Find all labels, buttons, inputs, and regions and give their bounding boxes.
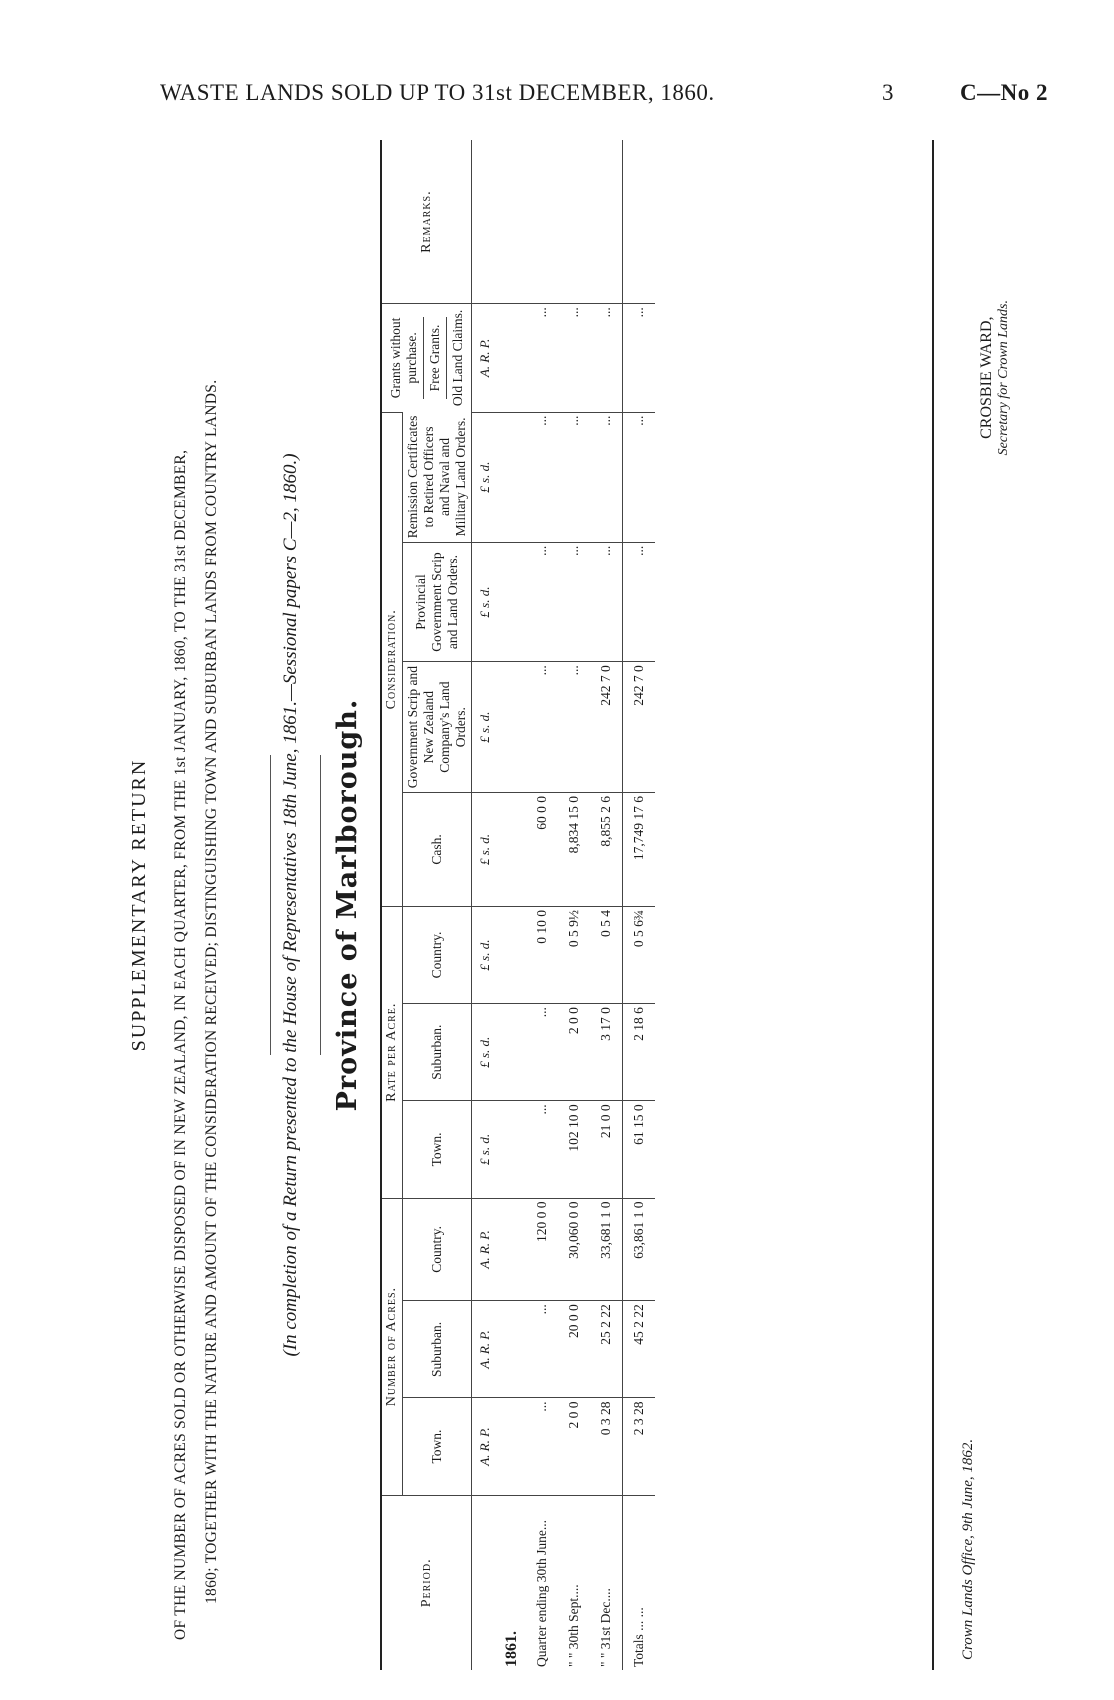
old-claims-label: Old Land Claims. xyxy=(449,309,465,407)
cash-cell: 8,834 15 0 xyxy=(558,793,590,907)
cash-cell: 60 0 0 xyxy=(526,793,558,907)
remarks-cell xyxy=(590,140,623,304)
unit-cell: A. R. P. xyxy=(472,1398,499,1495)
govt-scrip-cell: ... xyxy=(526,662,558,793)
remission-cell: ... xyxy=(590,412,623,542)
units-row xyxy=(472,140,499,1670)
grants-cell: ... xyxy=(623,304,656,412)
unit-cell: £ s. d. xyxy=(472,793,499,907)
remarks-cell xyxy=(623,140,656,304)
paper-number: C—No 2 xyxy=(960,80,1048,105)
remission-cell: ... xyxy=(623,412,656,542)
rate-country-cell: 0 10 0 xyxy=(526,906,558,1003)
col-grants xyxy=(382,304,472,412)
remission-cell: ... xyxy=(526,412,558,542)
free-grants-label: Free Grants. xyxy=(426,324,442,392)
prov-scrip-cell: ... xyxy=(526,542,558,662)
col-period: Period. xyxy=(382,1495,472,1670)
period-cell: " " 30th Sept.... xyxy=(558,1495,590,1670)
office-date: Crown Lands Office, 9th June, 1862. xyxy=(960,1438,976,1660)
year-label: 1861. xyxy=(498,1495,526,1670)
suburban-acres-cell: 20 0 0 xyxy=(558,1301,590,1398)
govt-scrip-cell: ... xyxy=(558,662,590,793)
suburban-acres-cell: 45 2 22 xyxy=(623,1301,656,1398)
divider xyxy=(446,317,447,398)
period-cell: " " 31st Dec.... xyxy=(590,1495,623,1670)
grants-cell: ... xyxy=(526,304,558,412)
rate-town-cell: 102 10 0 xyxy=(558,1101,590,1198)
rate-country-cell: 0 5 4 xyxy=(590,906,623,1003)
unit-cell: £ s. d. xyxy=(472,412,499,542)
rate-country-cell: 0 5 6¾ xyxy=(623,906,656,1003)
col-remarks: Remarks. xyxy=(382,140,472,304)
col-suburban-acres: Suburban. xyxy=(403,1301,472,1398)
signature-block xyxy=(978,300,1012,455)
town-acres-cell: 2 0 0 xyxy=(558,1398,590,1495)
unit-cell: A. R. P. xyxy=(472,1301,499,1398)
cash-cell: 8,855 2 6 xyxy=(590,793,623,907)
completion-note: (In completion of a Return presented to the House of Representatives 18th June, 1861.—Sessional papers C—2, 1860.) xyxy=(280,453,301,1357)
period-cell: Quarter ending 30th June... xyxy=(526,1495,558,1670)
col-town-acres: Town. xyxy=(403,1398,472,1495)
remission-cell: ... xyxy=(558,412,590,542)
table-row xyxy=(590,140,623,1670)
town-acres-cell: 0 3 28 xyxy=(590,1398,623,1495)
suburban-acres-cell: ... xyxy=(526,1301,558,1398)
period-cell: Totals ... ... xyxy=(623,1495,656,1670)
unit-cell: £ s. d. xyxy=(472,906,499,1003)
col-govt-scrip: Government Scrip and New Zealand Company's Land Orders. xyxy=(403,662,472,793)
rate-suburban-cell: 2 0 0 xyxy=(558,1004,590,1101)
town-acres-cell: ... xyxy=(526,1398,558,1495)
running-header xyxy=(160,80,1060,114)
grants-label: Grants without purchase. xyxy=(387,317,419,399)
rate-country-cell: 0 5 9½ xyxy=(558,906,590,1003)
signatory-title: Secretary for Crown Lands. xyxy=(996,300,1011,456)
unit-cell: £ s. d. xyxy=(472,1101,499,1198)
col-prov-scrip: Provincial Government Scrip and Land Orders. xyxy=(403,542,472,662)
col-rate-town: Town. xyxy=(403,1101,472,1198)
col-rate-suburban: Suburban. xyxy=(403,1004,472,1101)
govt-scrip-cell: 242 7 0 xyxy=(590,662,623,793)
prov-scrip-cell: ... xyxy=(590,542,623,662)
govt-scrip-cell: 242 7 0 xyxy=(623,662,656,793)
country-acres-cell: 63,861 1 0 xyxy=(623,1198,656,1301)
grants-cell: ... xyxy=(558,304,590,412)
remarks-cell xyxy=(526,140,558,304)
description-line-1: OF THE NUMBER OF ACRES SOLD OR OTHERWISE DISPOSED OF IN NEW ZEALAND, IN EACH QUARTER, FROM THE 1st JANUARY, 1860, TO THE 31st DECEMBER, xyxy=(172,449,189,1640)
col-group-rate: Rate per Acre. xyxy=(382,906,403,1198)
suburban-acres-cell: 25 2 22 xyxy=(590,1301,623,1398)
col-remission: Remission Certificates to Retired Officers and Naval and Military Land Orders. xyxy=(403,412,472,542)
rate-town-cell: ... xyxy=(526,1101,558,1198)
divider xyxy=(320,755,321,1055)
province-title: Province of Marlborough. xyxy=(332,698,363,1112)
country-acres-cell: 33,681 1 0 xyxy=(590,1198,623,1301)
return-heading: SUPPLEMENTARY RETURN xyxy=(128,758,150,1052)
prov-scrip-cell: ... xyxy=(623,542,656,662)
return-table xyxy=(380,140,934,1670)
col-group-acres: Number of Acres. xyxy=(382,1198,403,1495)
totals-row xyxy=(623,140,656,1670)
page-number: 3 xyxy=(882,80,894,105)
return-description xyxy=(165,160,227,1640)
rate-suburban-cell: 2 18 6 xyxy=(623,1004,656,1101)
rate-suburban-cell: 3 17 0 xyxy=(590,1004,623,1101)
rate-suburban-cell: ... xyxy=(526,1004,558,1101)
col-cash: Cash. xyxy=(403,793,472,907)
description-line-2: 1860; TOGETHER WITH THE NATURE AND AMOUNT OF THE CONSIDERATION RECEIVED; DISTINGUISHING TOWN AND SUBURBAN LANDS FROM COUNTRY LANDS. xyxy=(203,379,220,1604)
table-row xyxy=(558,140,590,1670)
running-title: WASTE LANDS SOLD UP TO 31st DECEMBER, 1860. xyxy=(160,80,715,105)
col-group-consideration: Consideration. xyxy=(382,412,403,906)
unit-cell: £ s. d. xyxy=(472,542,499,662)
divider xyxy=(423,317,424,398)
town-acres-cell: 2 3 28 xyxy=(623,1398,656,1495)
country-acres-cell: 30,060 0 0 xyxy=(558,1198,590,1301)
col-country-acres: Country. xyxy=(403,1198,472,1301)
remarks-cell xyxy=(472,140,499,304)
unit-cell: A. R. P. xyxy=(472,304,499,412)
table-row xyxy=(526,140,558,1670)
cash-cell: 17,749 17 6 xyxy=(623,793,656,907)
country-acres-cell: 120 0 0 xyxy=(526,1198,558,1301)
divider xyxy=(270,755,271,1055)
unit-cell: A. R. P. xyxy=(472,1198,499,1301)
col-rate-country: Country. xyxy=(403,906,472,1003)
year-row xyxy=(498,140,526,1670)
unit-cell: £ s. d. xyxy=(472,662,499,793)
grants-cell: ... xyxy=(590,304,623,412)
year-cell xyxy=(472,1495,499,1670)
rate-town-cell: 21 0 0 xyxy=(590,1101,623,1198)
remarks-cell xyxy=(558,140,590,304)
prov-scrip-cell: ... xyxy=(558,542,590,662)
rate-town-cell: 61 15 0 xyxy=(623,1101,656,1198)
unit-cell: £ s. d. xyxy=(472,1004,499,1101)
rotated-content xyxy=(120,130,1114,1680)
signatory-name: CROSBIE WARD, xyxy=(978,316,995,439)
